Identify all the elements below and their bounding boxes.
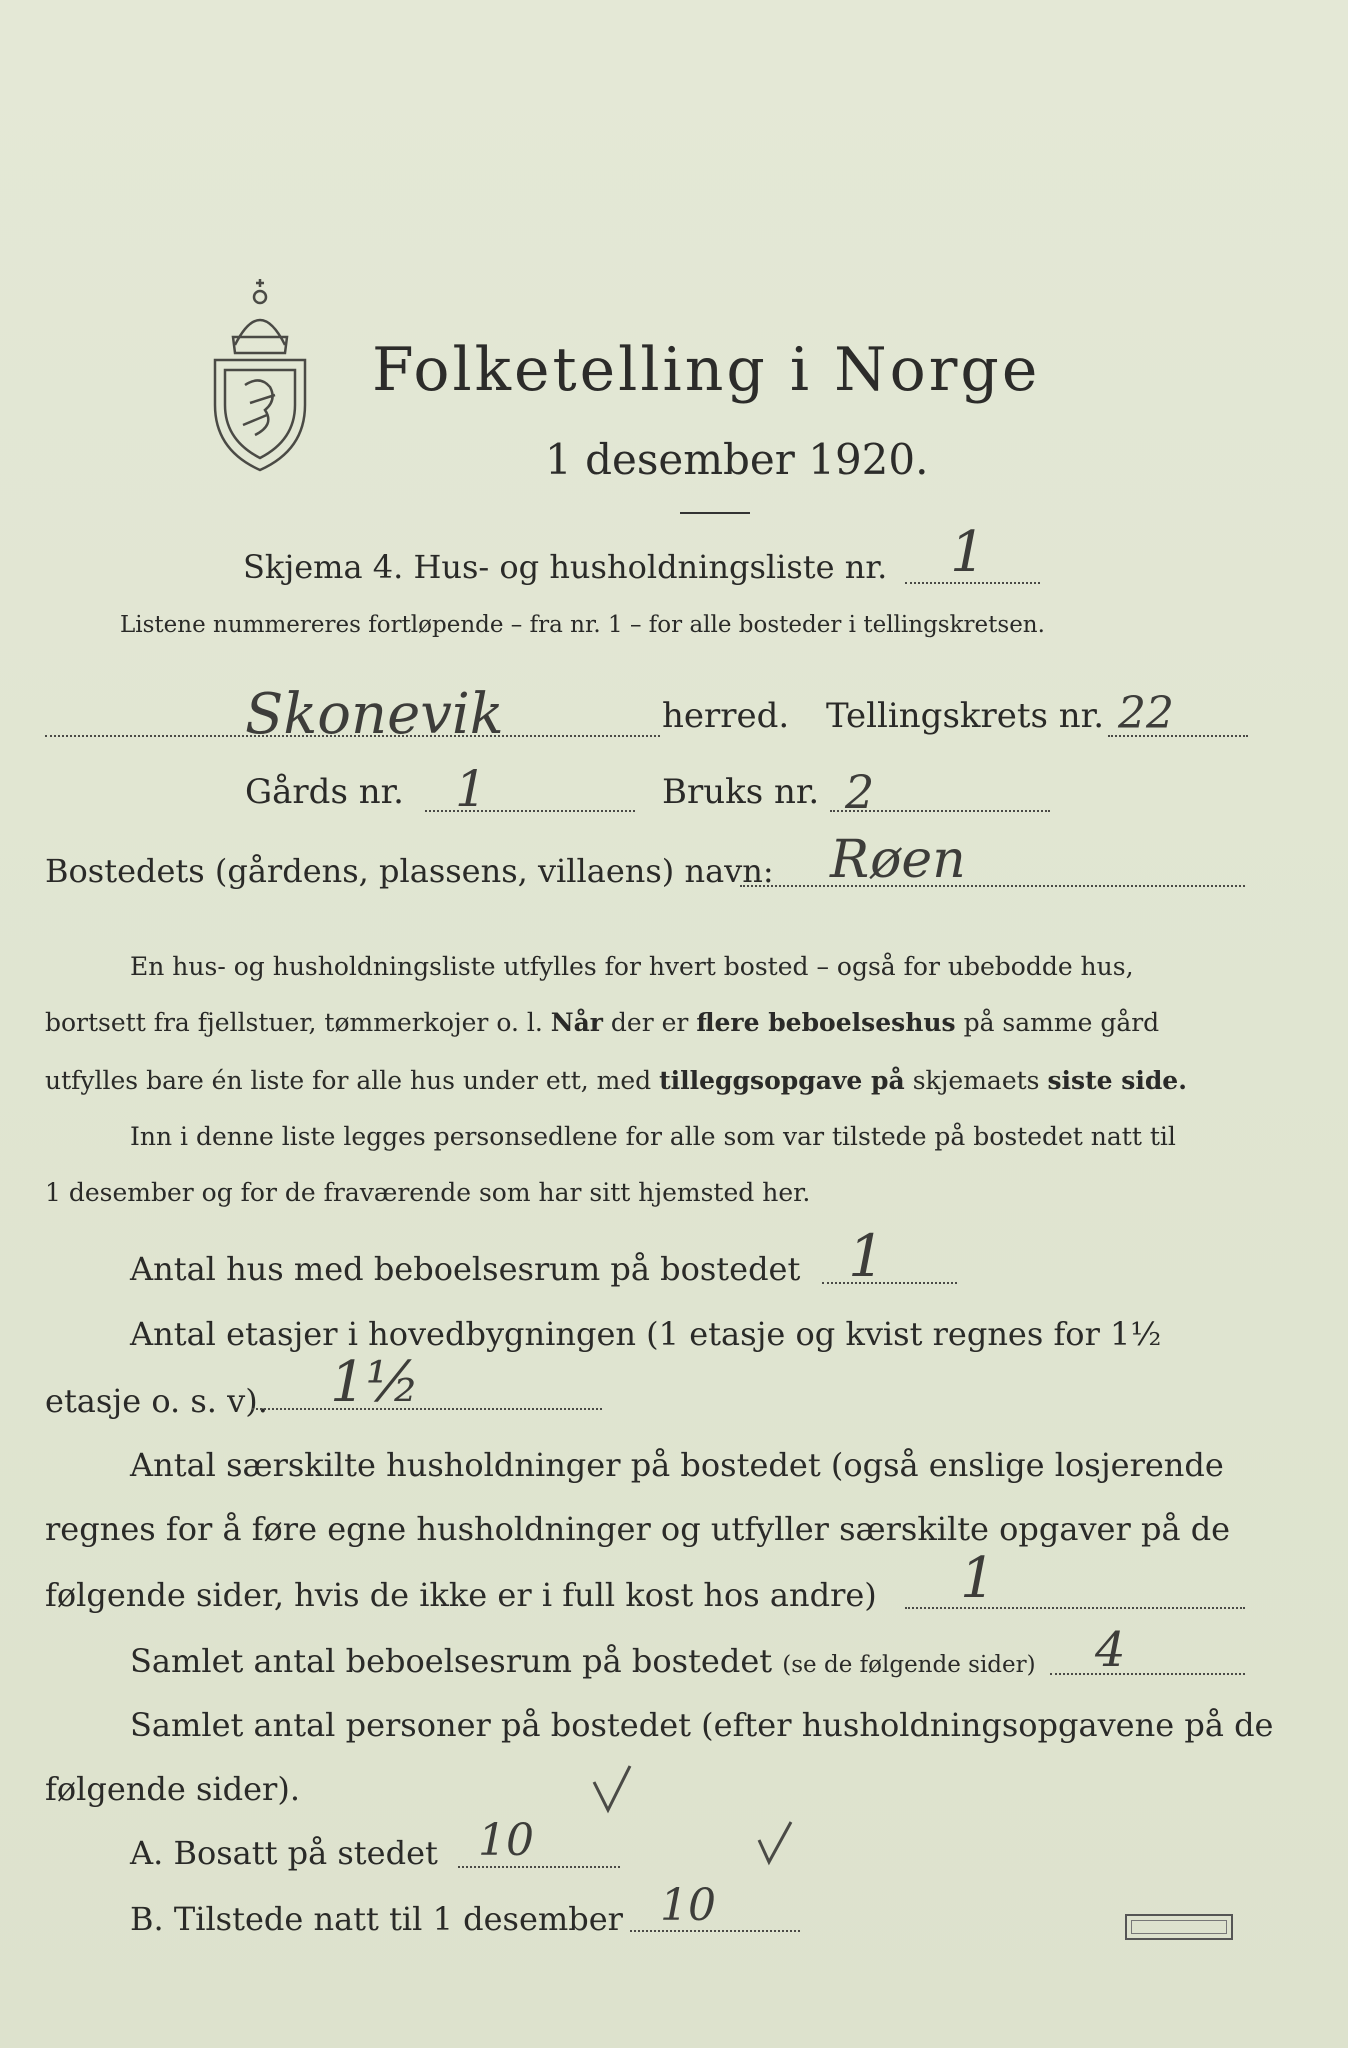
instruction-line: bortsett fra fjellstuer, tømmerkojer o. l. Når der er flere beboelseshus på samme gård xyxy=(45,1008,1160,1037)
herred-label: herred. xyxy=(662,696,790,736)
resident-field[interactable] xyxy=(458,1866,620,1868)
bosted-value: Røen xyxy=(830,830,966,890)
households-label: Antal særskilte husholdninger på bostedet (også enslige losjerende xyxy=(130,1446,1224,1484)
printer-stamp xyxy=(1125,1914,1233,1940)
households-label-cont: følgende sider, hvis de ikke er i full kost hos andre) xyxy=(45,1576,877,1614)
floors-label-cont: etasje o. s. v). xyxy=(45,1382,268,1420)
title-divider xyxy=(680,512,750,514)
floors-label: Antal etasjer i hovedbygningen (1 etasje og kvist regnes for 1½ xyxy=(130,1315,1162,1353)
rooms-field[interactable] xyxy=(1050,1673,1245,1675)
houses-count-value: 1 xyxy=(848,1222,885,1290)
herred-value: Skonevik xyxy=(245,682,504,747)
schema-label: Skjema 4. Hus- og husholdningsliste nr. xyxy=(243,548,888,586)
houses-count-field[interactable] xyxy=(822,1282,957,1284)
bosted-label: Bostedets (gårdens, plassens, villaens) navn: xyxy=(45,852,774,890)
floors-value: 1½ xyxy=(330,1350,420,1415)
bruks-label: Bruks nr. xyxy=(662,772,820,812)
resident-label: A. Bosatt på stedet xyxy=(130,1834,438,1872)
gards-label: Gårds nr. xyxy=(245,772,404,812)
norway-coat-of-arms-icon xyxy=(205,275,315,475)
households-label-cont: regnes for å føre egne husholdninger og utfyller særskilte opgaver på de xyxy=(45,1510,1231,1548)
checkmark-icon xyxy=(590,1762,635,1817)
present-value: 10 xyxy=(660,1880,716,1931)
bosted-field[interactable] xyxy=(740,885,1245,887)
houses-count-label: Antal hus med beboelsesrum på bostedet xyxy=(130,1250,801,1288)
instruction-line: En hus- og husholdningsliste utfylles for hvert bosted – også for ubebodde hus, xyxy=(130,952,1134,981)
instruction-line: utfylles bare én liste for alle hus under ett, med tilleggsopgave på skjemaets siste side. xyxy=(45,1066,1187,1095)
numbering-note: Listene nummereres fortløpende – fra nr. 1 – for alle bosteder i tellingskretsen. xyxy=(120,612,1045,638)
rooms-value: 4 xyxy=(1095,1622,1126,1678)
rooms-label: Samlet antal beboelsesrum på bostedet (se de følgende sider) xyxy=(130,1642,1036,1680)
households-field[interactable] xyxy=(905,1607,1245,1609)
list-nr-value: 1 xyxy=(950,520,986,585)
resident-value: 10 xyxy=(478,1815,534,1866)
floors-field[interactable] xyxy=(252,1408,602,1410)
instruction-line: Inn i denne liste legges personsedlene for alle som var tilstede på bostedet natt til xyxy=(130,1122,1176,1151)
instruction-line: 1 desember og for de fraværende som har sitt hjemsted her. xyxy=(45,1178,811,1207)
census-date: 1 desember 1920. xyxy=(545,435,929,484)
gards-value: 1 xyxy=(455,760,487,818)
krets-value: 22 xyxy=(1118,688,1174,739)
bruks-value: 2 xyxy=(845,765,875,819)
persons-label: Samlet antal personer på bostedet (efter husholdningsopgavene på de xyxy=(130,1706,1274,1744)
page-title: Folketelling i Norge xyxy=(372,335,1041,405)
persons-label-cont: følgende sider). xyxy=(45,1770,300,1808)
krets-label: Tellingskrets nr. xyxy=(826,696,1105,736)
present-label: B. Tilstede natt til 1 desember xyxy=(130,1900,623,1938)
households-value: 1 xyxy=(960,1546,996,1611)
checkmark-icon xyxy=(755,1818,795,1868)
